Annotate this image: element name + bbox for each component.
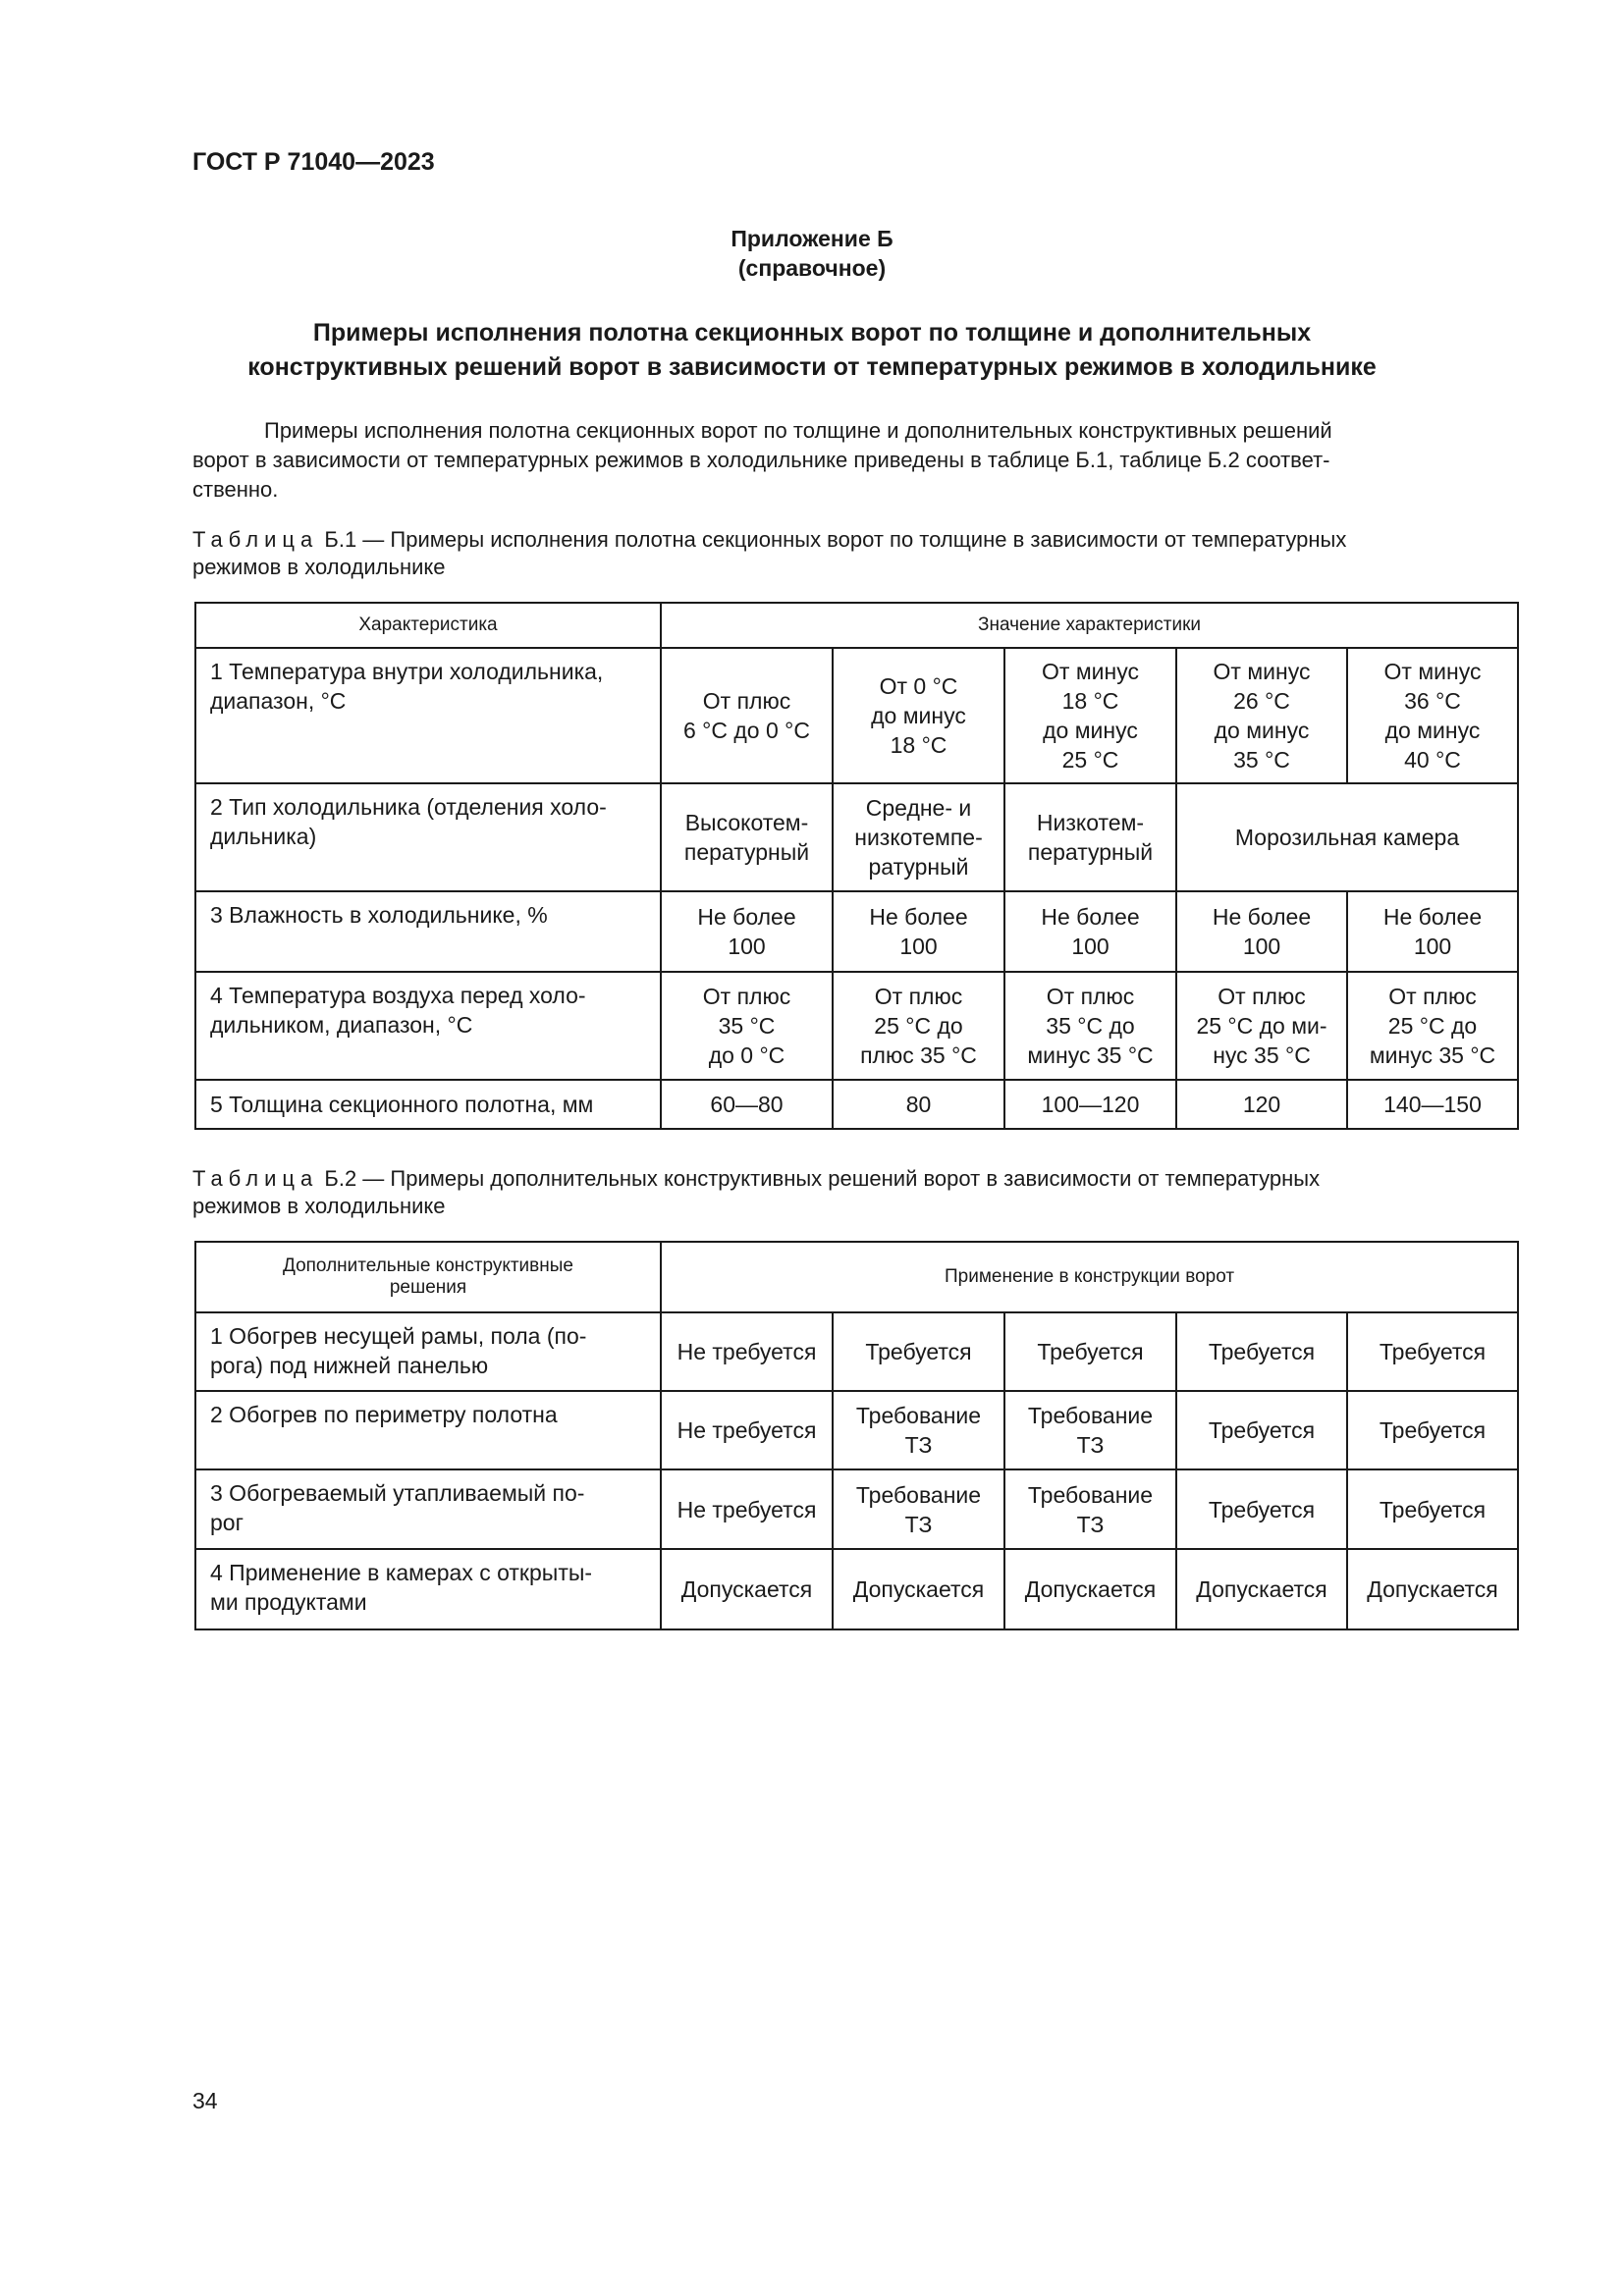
standard-code: ГОСТ Р 71040—2023: [192, 148, 435, 176]
page-title: [196, 316, 1428, 385]
table-cell: Требование ТЗ: [833, 1469, 1004, 1549]
table-cell: Не более 100: [661, 891, 833, 972]
table1-row-label: 1 Температура внутри холодильника, диапазон, °С: [195, 648, 661, 783]
table-cell: Не более 100: [1347, 891, 1518, 972]
table-cell: Требуется: [1176, 1469, 1347, 1549]
table-cell: Допускается: [833, 1549, 1004, 1629]
intro-paragraph: [192, 416, 1517, 505]
table-cell-merged: Морозильная камера: [1176, 783, 1518, 891]
table-cell: Не более 100: [833, 891, 1004, 972]
table-row: [195, 1469, 1518, 1549]
table-row: [195, 648, 1518, 783]
table-cell: Требование ТЗ: [1004, 1469, 1176, 1549]
appendix-heading: [0, 224, 1624, 283]
appendix-subtitle: (справочное): [737, 255, 887, 281]
table-cell: Низкотем- пературный: [1004, 783, 1176, 891]
table2-caption-text: Б.2 — Примеры дополнительных конструктивных решений ворот в зависимости от температурных: [324, 1166, 1321, 1191]
table-cell: Допускается: [1004, 1549, 1176, 1629]
table-cell: От плюс 35 °С до минус 35 °С: [1004, 972, 1176, 1080]
table-cell: От плюс 25 °С до плюс 35 °С: [833, 972, 1004, 1080]
table1-header-row: [195, 603, 1518, 648]
table2-caption-label: Таблица: [192, 1166, 319, 1191]
table-cell: Не более 100: [1176, 891, 1347, 972]
table2: [194, 1241, 1519, 1630]
table-cell: Допускается: [1176, 1549, 1347, 1629]
table2-row-label: 2 Обогрев по периметру полотна: [195, 1391, 661, 1469]
table1-row-label: 2 Тип холодильника (отделения холо- дильника): [195, 783, 661, 891]
table-cell: Не требуется: [661, 1469, 833, 1549]
table-cell: 80: [833, 1080, 1004, 1129]
table1-row-label: 4 Температура воздуха перед холо- дильником, диапазон, °С: [195, 972, 661, 1080]
table-row: [195, 1080, 1518, 1129]
table2-header-row: [195, 1242, 1518, 1312]
table-cell: От минус 18 °С до минус 25 °С: [1004, 648, 1176, 783]
intro-line: Примеры исполнения полотна секционных ворот по толщине и дополнительных конструктивных решений: [264, 418, 1332, 443]
table-cell: Требуется: [1004, 1312, 1176, 1391]
table1-caption: [192, 526, 1517, 581]
table-cell: Допускается: [661, 1549, 833, 1629]
table-cell: Требуется: [1176, 1391, 1347, 1469]
table-cell: 100—120: [1004, 1080, 1176, 1129]
table-cell: Требуется: [1176, 1312, 1347, 1391]
table-cell: Высокотем- пературный: [661, 783, 833, 891]
table-cell: Требуется: [1347, 1391, 1518, 1469]
table-cell: Не требуется: [661, 1391, 833, 1469]
table2-caption-line: режимов в холодильнике: [192, 1194, 446, 1218]
table-cell: От 0 °С до минус 18 °С: [833, 648, 1004, 783]
table-cell: От плюс 35 °С до 0 °С: [661, 972, 833, 1080]
page-number: 34: [192, 2088, 218, 2113]
intro-line: ственно.: [192, 477, 279, 502]
table-cell: От плюс 25 °С до ми- нус 35 °С: [1176, 972, 1347, 1080]
table1-caption-line: [192, 526, 1517, 554]
table1: [194, 602, 1519, 1130]
table1-header-cell: Значение характеристики: [661, 603, 1518, 648]
table-cell: 140—150: [1347, 1080, 1518, 1129]
table1-header-cell: Характеристика: [195, 603, 661, 648]
table1-row-label: 5 Толщина секционного полотна, мм: [195, 1080, 661, 1129]
table-cell: Требуется: [1347, 1312, 1518, 1391]
table-cell: Требование ТЗ: [1004, 1391, 1176, 1469]
table-cell: Требуется: [833, 1312, 1004, 1391]
table1-caption-text: Б.1 — Примеры исполнения полотна секционных ворот по толщине в зависимости от температурных: [324, 527, 1347, 552]
table-row: [195, 972, 1518, 1080]
table2-header-cell: Дополнительные конструктивные решения: [195, 1242, 661, 1312]
table-cell: 60—80: [661, 1080, 833, 1129]
intro-line: ворот в зависимости от температурных режимов в холодильнике приведены в таблице Б.1, таблице Б.2 соответ-: [192, 448, 1330, 472]
table-row: [195, 783, 1518, 891]
table-row: [195, 1312, 1518, 1391]
table2-caption-line: [192, 1165, 1517, 1193]
table-cell: 120: [1176, 1080, 1347, 1129]
table2-row-label: 4 Применение в камерах с открыты- ми продуктами: [195, 1549, 661, 1629]
table-cell: Не требуется: [661, 1312, 833, 1391]
appendix-title: Приложение Б: [731, 226, 893, 251]
table2-row-label: 1 Обогрев несущей рамы, пола (по- рога) под нижней панелью: [195, 1312, 661, 1391]
table-row: [195, 1391, 1518, 1469]
table-cell: Требуется: [1347, 1469, 1518, 1549]
table-row: [195, 1549, 1518, 1629]
table-cell: От плюс 25 °С до минус 35 °С: [1347, 972, 1518, 1080]
table2-caption: [192, 1165, 1517, 1220]
table-cell: От плюс 6 °С до 0 °С: [661, 648, 833, 783]
table-cell: Не более 100: [1004, 891, 1176, 972]
table1-row-label: 3 Влажность в холодильнике, %: [195, 891, 661, 972]
page-title-line: Примеры исполнения полотна секционных ворот по толщине и дополнительных: [312, 319, 1312, 347]
table1-caption-line: режимов в холодильнике: [192, 555, 446, 579]
table2-header-cell: Применение в конструкции ворот: [661, 1242, 1518, 1312]
table-cell: От минус 26 °С до минус 35 °С: [1176, 648, 1347, 783]
page-title-line: конструктивных решений ворот в зависимости от температурных режимов в холодильнике: [247, 353, 1377, 381]
table-cell: От минус 36 °С до минус 40 °С: [1347, 648, 1518, 783]
table2-row-label: 3 Обогреваемый утапливаемый по- рог: [195, 1469, 661, 1549]
table-row: [195, 891, 1518, 972]
table1-caption-label: Таблица: [192, 527, 319, 552]
table-cell: Допускается: [1347, 1549, 1518, 1629]
table-cell: Средне- и низкотемпе- ратурный: [833, 783, 1004, 891]
table-cell: Требование ТЗ: [833, 1391, 1004, 1469]
